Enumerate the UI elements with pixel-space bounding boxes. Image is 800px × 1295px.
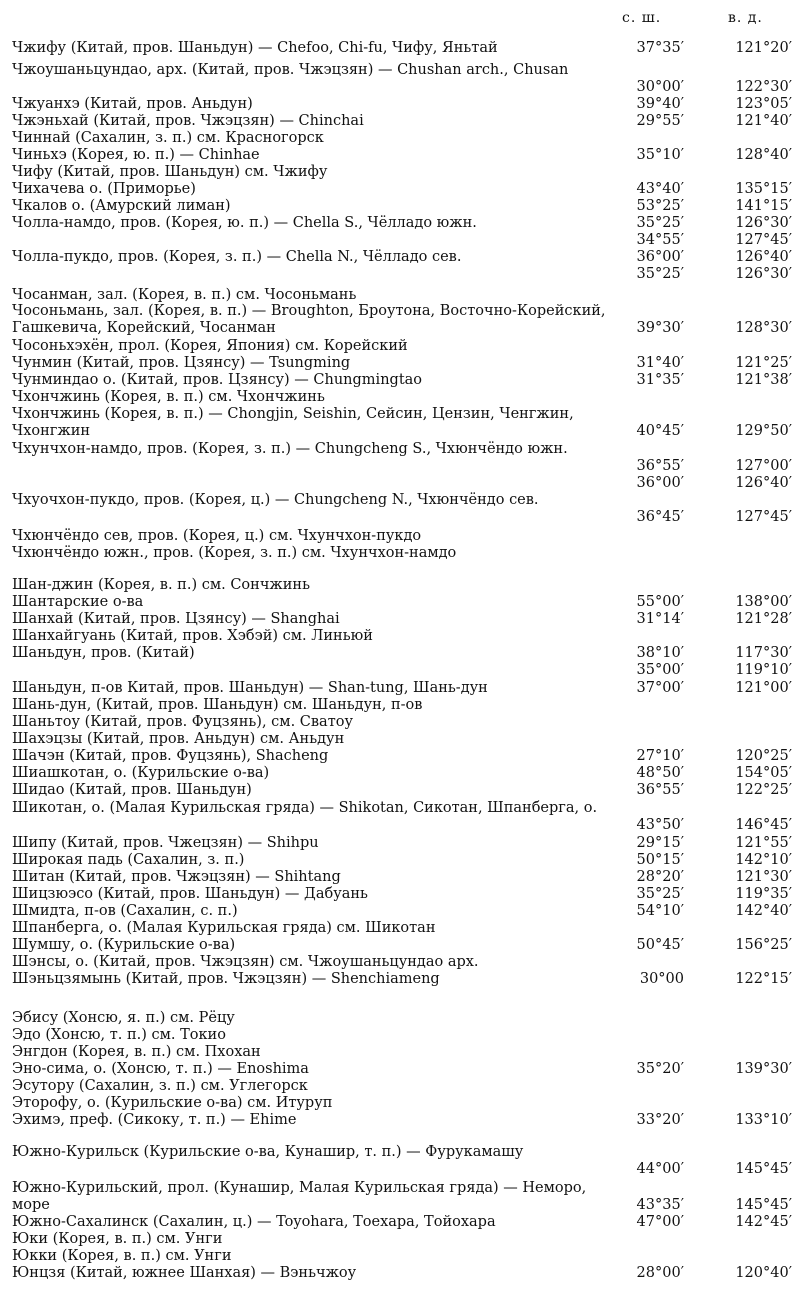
entry-name: Эбису (Хонсю, я. п.) см. Рёцу — [12, 1010, 235, 1026]
entry-name: Шантарские о-ва — [12, 594, 144, 610]
entry-name: Шитан (Китай, пров. Чжэцзян) — Shihtang — [12, 869, 341, 885]
gazetteer-entry — [12, 852, 792, 869]
latitude-value: 35°20′ — [636, 1061, 684, 1077]
gazetteer-entry — [12, 198, 792, 215]
longitude-value: 141°15′ — [735, 198, 792, 214]
entry-name: Чжэньхай (Китай, пров. Чжэцзян) — Chinchai — [12, 113, 364, 129]
longitude-value: 146°45′ — [735, 817, 792, 833]
gazetteer-entry — [12, 971, 792, 988]
latitude-value: 43°35′ — [636, 1197, 684, 1213]
entry-name: Чолла-пукдо, пров. (Корея, з. п.) — Chella N., Чёлладо сев. — [12, 249, 462, 265]
gazetteer-entry — [12, 628, 792, 645]
longitude-value: 145°45′ — [735, 1161, 792, 1177]
gazetteer-entry — [12, 765, 792, 782]
longitude-value: 126°30′ — [735, 215, 792, 231]
latitude-value: 31°35′ — [636, 372, 684, 388]
latitude-value: 36°00′ — [636, 249, 684, 265]
gazetteer-entry — [12, 1248, 792, 1265]
entry-name: Чхончжинь (Корея, в. п.) см. Чхончжинь — [12, 389, 325, 405]
gazetteer-entry — [12, 389, 792, 406]
gazetteer-entry — [12, 96, 792, 113]
gazetteer-entry — [12, 528, 792, 545]
gazetteer-entry — [12, 1144, 792, 1177]
gazetteer-entry — [12, 164, 792, 181]
latitude-value: 29°55′ — [636, 113, 684, 129]
longitude-value: 142°45′ — [735, 1214, 792, 1230]
entry-name: Чиннай (Сахалин, з. п.) см. Красногорск — [12, 130, 324, 146]
latitude-value-2: 34°55′ — [636, 232, 684, 248]
entry-name: Чхюнчёндо сев, пров. (Корея, ц.) см. Чхунчхон-пукдо — [12, 528, 422, 544]
gazetteer-entry — [12, 40, 792, 57]
entry-name: Шань-дун, (Китай, пров. Шаньдун) см. Шаньдун, п-ов — [12, 697, 423, 713]
longitude-value: 142°10′ — [735, 852, 792, 868]
gazetteer-entry — [12, 835, 792, 852]
latitude-value: 55°00′ — [636, 594, 684, 610]
gazetteer-entry — [12, 1265, 792, 1282]
entry-name: Чжифу (Китай, пров. Шаньдун) — Chefoo, Chi-fu, Чифу, Яньтай — [12, 40, 498, 56]
longitude-value: 121°40′ — [735, 113, 792, 129]
longitude-value: 135°15′ — [735, 181, 792, 197]
latitude-value: 31°14′ — [636, 611, 684, 627]
longitude-value: 145°45′ — [735, 1197, 792, 1213]
latitude-value: 40°45′ — [636, 423, 684, 439]
latitude-value-2: 35°00′ — [636, 662, 684, 678]
gazetteer-entry — [12, 731, 792, 748]
latitude-header: с. ш. — [622, 10, 662, 26]
gazetteer-entry — [12, 903, 792, 920]
latitude-value: 44°00′ — [636, 1161, 684, 1177]
entry-name: Шаньдун, пров. (Китай) — [12, 645, 195, 661]
latitude-value: 39°40′ — [636, 96, 684, 112]
entry-name: Чосоньмань, зал. (Корея, в. п.) — Broughton, Броутона, Восточно-Корейский, Гашкевича, Корейский, Чосанман — [12, 303, 606, 336]
gazetteer-entry — [12, 577, 792, 594]
gazetteer-entry — [12, 1078, 792, 1095]
entry-name: Широкая падь (Сахалин, з. п.) — [12, 852, 245, 868]
longitude-value: 128°30′ — [735, 320, 792, 336]
longitude-value: 156°25′ — [735, 937, 792, 953]
longitude-value: 128°40′ — [735, 147, 792, 163]
entry-name: Шанхай (Китай, пров. Цзянсу) — Shanghai — [12, 611, 340, 627]
gazetteer-entry — [12, 1180, 792, 1214]
latitude-value: 31°40′ — [636, 355, 684, 371]
entry-name: Чжуанхэ (Китай, пров. Аньдун) — [12, 96, 253, 112]
entry-name: Чхунчхон-намдо, пров. (Корея, з. п.) — Chungcheng S., Чхюнчёндо южн. — [12, 441, 568, 457]
gazetteer-entry — [12, 920, 792, 937]
entry-name: Шумшу, о. (Курильские о-ва) — [12, 937, 236, 953]
gazetteer-entry — [12, 1231, 792, 1248]
gazetteer-entry — [12, 287, 792, 304]
longitude-value: 121°38′ — [735, 372, 792, 388]
entry-name: Шахэцзы (Китай, пров. Аньдун) см. Аньдун — [12, 731, 345, 747]
gazetteer-entry — [12, 338, 792, 355]
latitude-value: 48°50′ — [636, 765, 684, 781]
entry-name: Юнцзя (Китай, южнее Шанхая) — Вэньчжоу — [12, 1265, 357, 1281]
gazetteer-entry — [12, 147, 792, 164]
gazetteer-entry — [12, 714, 792, 731]
latitude-value: 35°10′ — [636, 147, 684, 163]
entry-name: Шэнсы, о. (Китай, пров. Чжэцзян) см. Чжоушаньцундао арх. — [12, 954, 479, 970]
entry-name: Чхуочхон-пукдо, пров. (Корея, ц.) — Chungcheng N., Чхюнчёндо сев. — [12, 492, 539, 508]
longitude-value: 123°05′ — [735, 96, 792, 112]
entry-name: Чиньхэ (Корея, ю. п.) — Chinhae — [12, 147, 260, 163]
latitude-value: 28°20′ — [636, 869, 684, 885]
gazetteer-entry — [12, 1010, 792, 1027]
latitude-value-2: 35°25′ — [636, 266, 684, 282]
latitude-value: 28°00′ — [636, 1265, 684, 1281]
gazetteer-entry — [12, 355, 792, 372]
latitude-value: 36°55′ — [636, 782, 684, 798]
gazetteer-entry — [12, 954, 792, 971]
gazetteer-entry — [12, 680, 792, 697]
entry-name: Чунминдао о. (Китай, пров. Цзянсу) — Chungmingtao — [12, 372, 423, 388]
latitude-value: 53°25′ — [636, 198, 684, 214]
latitude-value: 30°00 — [639, 971, 684, 987]
gazetteer-entry — [12, 1112, 792, 1129]
gazetteer-entry — [12, 545, 792, 562]
longitude-value: 127°45′ — [735, 509, 792, 525]
gazetteer-entry — [12, 937, 792, 954]
entry-name: Шипу (Китай, пров. Чжецзян) — Shihpu — [12, 835, 319, 851]
gazetteer-entry — [12, 886, 792, 903]
gazetteer-entry — [12, 800, 792, 833]
gazetteer-entry — [12, 594, 792, 611]
gazetteer-entry — [12, 372, 792, 389]
longitude-value: 120°40′ — [735, 1265, 792, 1281]
entry-name: Энгдон (Корея, в. п.) см. Пхохан — [12, 1044, 261, 1060]
entry-name: Эно-сима, о. (Хонсю, т. п.) — Enoshima — [12, 1061, 309, 1077]
entry-name: Южно-Курильск (Курильские о-ва, Кунашир, т. п.) — Фурукамашу — [12, 1144, 524, 1160]
gazetteer-entry — [12, 249, 792, 282]
longitude-value-2: 126°40′ — [735, 475, 792, 491]
entry-name: Чихачева о. (Приморье) — [12, 181, 196, 197]
longitude-value: 129°50′ — [735, 423, 792, 439]
entry-name: Эдо (Хонсю, т. п.) см. Токио — [12, 1027, 226, 1043]
latitude-value: 38°10′ — [636, 645, 684, 661]
longitude-value: 122°30′ — [735, 79, 792, 95]
latitude-value: 35°25′ — [636, 886, 684, 902]
longitude-value-2: 127°45′ — [735, 232, 792, 248]
gazetteer-entry — [12, 1061, 792, 1078]
gazetteer-entry — [12, 62, 792, 95]
entry-name: Чолла-намдо, пров. (Корея, ю. п.) — Chella S., Чёлладо южн. — [12, 215, 477, 231]
latitude-value: 27°10′ — [636, 748, 684, 764]
latitude-value: 35°25′ — [636, 215, 684, 231]
longitude-value: 154°05′ — [735, 765, 792, 781]
entry-name: Шанхайгуань (Китай, пров. Хэбэй) см. Линьюй — [12, 628, 373, 644]
gazetteer-entry — [12, 303, 792, 337]
entry-name: Чхончжинь (Корея, в. п.) — Chongjin, Seishin, Сейсин, Цензин, Ченгжин, Чхонгжин — [12, 406, 574, 439]
gazetteer-entry — [12, 406, 792, 440]
longitude-value: 121°25′ — [735, 355, 792, 371]
latitude-value: 39°30′ — [636, 320, 684, 336]
gazetteer-entry — [12, 1027, 792, 1044]
entry-name: Шикотан, о. (Малая Курильская гряда) — Shikotan, Сикотан, Шпанберга, о. — [12, 800, 598, 816]
longitude-value: 126°40′ — [735, 249, 792, 265]
entry-name: Чунмин (Китай, пров. Цзянсу) — Tsungming — [12, 355, 351, 371]
longitude-value: 127°00′ — [735, 458, 792, 474]
latitude-value: 33°20′ — [636, 1112, 684, 1128]
entry-name: Шан-джин (Корея, в. п.) см. Сончжинь — [12, 577, 310, 593]
longitude-value: 138°00′ — [735, 594, 792, 610]
latitude-value: 54°10′ — [636, 903, 684, 919]
gazetteer-entry — [12, 1214, 792, 1231]
latitude-value: 50°45′ — [636, 937, 684, 953]
longitude-value: 122°15′ — [735, 971, 792, 987]
gazetteer-entry — [12, 1095, 792, 1112]
latitude-value: 43°50′ — [636, 817, 684, 833]
longitude-value-2: 119°10′ — [735, 662, 792, 678]
gazetteer-entry — [12, 113, 792, 130]
longitude-value: 119°35′ — [735, 886, 792, 902]
column-headers — [0, 6, 800, 32]
longitude-value-2: 126°30′ — [735, 266, 792, 282]
entry-name: Эхимэ, преф. (Сикоку, т. п.) — Ehime — [12, 1112, 297, 1128]
entry-name: Чжоушаньцундао, арх. (Китай, пров. Чжэцзян) — Chushan arch., Chusan — [12, 62, 569, 78]
entry-name: Шицзюэсо (Китай, пров. Шаньдун) — Дабуань — [12, 886, 368, 902]
latitude-value: 50°15′ — [636, 852, 684, 868]
entry-name: Шачэн (Китай, пров. Фуцзянь), Shacheng — [12, 748, 329, 764]
gazetteer-entry — [12, 645, 792, 678]
longitude-value: 142°40′ — [735, 903, 792, 919]
entry-name: Юки (Корея, в. п.) см. Унги — [12, 1231, 223, 1247]
entry-name: Чхюнчёндо южн., пров. (Корея, з. п.) см. Чхунчхон-намдо — [12, 545, 457, 561]
latitude-value: 29°15′ — [636, 835, 684, 851]
gazetteer-entry — [12, 441, 792, 491]
longitude-value: 133°10′ — [735, 1112, 792, 1128]
entry-name: Шмидта, п-ов (Сахалин, с. п.) — [12, 903, 238, 919]
latitude-value: 30°00′ — [636, 79, 684, 95]
entry-name: Чосанман, зал. (Корея, в. п.) см. Чосоньмань — [12, 287, 357, 303]
latitude-value: 37°35′ — [636, 40, 684, 56]
entry-name: Южно-Курильский, прол. (Кунашир, Малая Курильская гряда) — Неморо, море — [12, 1180, 587, 1213]
gazetteer-entry — [12, 492, 792, 525]
longitude-value: 117°30′ — [735, 645, 792, 661]
gazetteer-entry — [12, 1044, 792, 1061]
gazetteer-entry — [12, 782, 792, 799]
longitude-value: 120°25′ — [735, 748, 792, 764]
entry-name: Шэньцзямынь (Китай, пров. Чжэцзян) — Shenchiameng — [12, 971, 440, 987]
entry-name: Шиашкотан, о. (Курильские о-ва) — [12, 765, 270, 781]
latitude-value: 36°45′ — [636, 509, 684, 525]
entry-name: Чкалов о. (Амурский лиман) — [12, 198, 231, 214]
entry-name: Юкки (Корея, в. п.) см. Унги — [12, 1248, 232, 1264]
longitude-value: 139°30′ — [735, 1061, 792, 1077]
entry-name: Эторофу, о. (Курильские о-ва) см. Итуруп — [12, 1095, 333, 1111]
latitude-value: 37°00′ — [636, 680, 684, 696]
longitude-value: 121°55′ — [735, 835, 792, 851]
gazetteer-entry — [12, 748, 792, 765]
entry-name: Шпанберга, о. (Малая Курильская гряда) см. Шикотан — [12, 920, 436, 936]
longitude-header: в. д. — [728, 10, 763, 26]
longitude-value: 121°28′ — [735, 611, 792, 627]
entry-name: Чифу (Китай, пров. Шаньдун) см. Чжифу — [12, 164, 328, 180]
entry-name: Шидао (Китай, пров. Шаньдун) — [12, 782, 252, 798]
latitude-value: 36°55′ — [636, 458, 684, 474]
entry-name: Эсутору (Сахалин, з. п.) см. Углегорск — [12, 1078, 308, 1094]
entry-name: Шаньтоу (Китай, пров. Фуцзянь), см. Сватоу — [12, 714, 353, 730]
longitude-value: 121°30′ — [735, 869, 792, 885]
gazetteer-entry — [12, 130, 792, 147]
longitude-value: 122°25′ — [735, 782, 792, 798]
gazetteer-entry — [12, 697, 792, 714]
longitude-value: 121°00′ — [735, 680, 792, 696]
entry-name: Чосоньхэхён, прол. (Корея, Япония) см. Корейский — [12, 338, 408, 354]
gazetteer-entry — [12, 181, 792, 198]
latitude-value: 47°00′ — [636, 1214, 684, 1230]
gazetteer-entry — [12, 215, 792, 248]
entry-name: Южно-Сахалинск (Сахалин, ц.) — Toyohara, Тоехара, Тойохара — [12, 1214, 496, 1230]
latitude-value-2: 36°00′ — [636, 475, 684, 491]
gazetteer-entry — [12, 869, 792, 886]
gazetteer-entry — [12, 611, 792, 628]
latitude-value: 43°40′ — [636, 181, 684, 197]
entry-name: Шаньдун, п-ов Китай, пров. Шаньдун) — Shan-tung, Шань-дун — [12, 680, 488, 696]
longitude-value: 121°20′ — [735, 40, 792, 56]
